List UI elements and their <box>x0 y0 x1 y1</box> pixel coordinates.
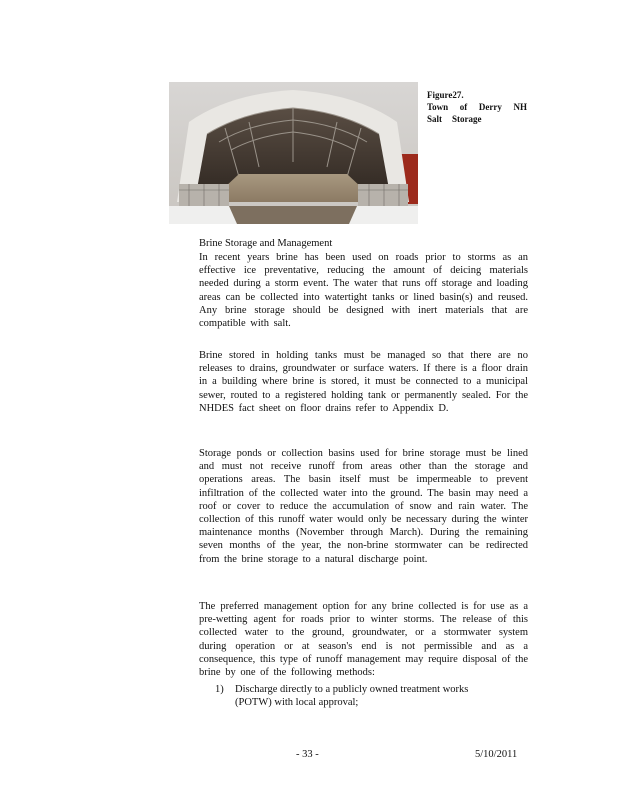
figure-caption <box>427 89 527 125</box>
salt-storage-photo <box>169 82 418 224</box>
salt-storage-illustration <box>169 82 418 224</box>
caption-line <box>427 89 527 101</box>
caption-line <box>427 101 527 113</box>
list-item-text: Discharge directly to a publicly owned treatment works <box>235 684 469 695</box>
caption-word: Salt <box>427 114 443 124</box>
caption-word: NH <box>513 102 527 112</box>
caption-word: Derry <box>478 102 502 112</box>
caption-word: of <box>459 102 468 112</box>
list-item <box>215 683 528 696</box>
caption-word: Figure27. <box>427 90 464 100</box>
paragraph-intro: In recent years brine has been used on roads prior to storms as an effective ice preventative, reducing the amount of deicing materials needed during a storm event. The water that runs off storage and loading areas can be collected into watertight tanks or lined basin(s) and reused. Any brine storage should be designed with inert materials that are compatible with salt. <box>199 252 528 330</box>
section-heading: Brine Storage and Management <box>199 238 333 249</box>
paragraph-holding-tanks: Brine stored in holding tanks must be managed so that there are no releases to drains, groundwater or surface waters. If there is a floor drain in a building where brine is stored, it must be connected to a municipal sewer, routed to a registered holding tank or permanently sealed. For the NHDES fact sheet on floor drains refer to Appendix D. <box>199 350 528 414</box>
caption-word: Storage <box>452 114 482 124</box>
caption-word: Town <box>427 102 449 112</box>
paragraph-preferred-management: The preferred management option for any brine collected is for use as a pre-wetting agent for roads prior to winter storms. The release of this collected water to the ground, groundwater, or a stormwater system during operation or at season's end is not permissible and as a consequence, this type of runoff management may require disposal of the brine by one of the following methods: <box>199 601 528 679</box>
disposal-methods-list <box>215 683 528 709</box>
page-number: - 33 - <box>296 749 319 760</box>
document-date: 5/10/2011 <box>475 749 518 760</box>
paragraph-storage-ponds: Storage ponds or collection basins used for brine storage must be lined and must not receive runoff from areas other than the storage and operations areas. The basin itself must be impermeable to prevent infiltration of the collected water into the ground. The basin may need a roof or cover to reduce the accumulation of snow and rain water. The collection of this runoff water would only be necessary during the winter maintenance months (November through March). During the remaining seven months of the year, the non-brine stormwater can be redirected from the brine storage to a natural discharge point. <box>199 448 528 565</box>
caption-line <box>427 113 527 125</box>
list-item-number: 1) <box>215 684 224 695</box>
list-item-continuation: (POTW) with local approval; <box>235 697 359 709</box>
